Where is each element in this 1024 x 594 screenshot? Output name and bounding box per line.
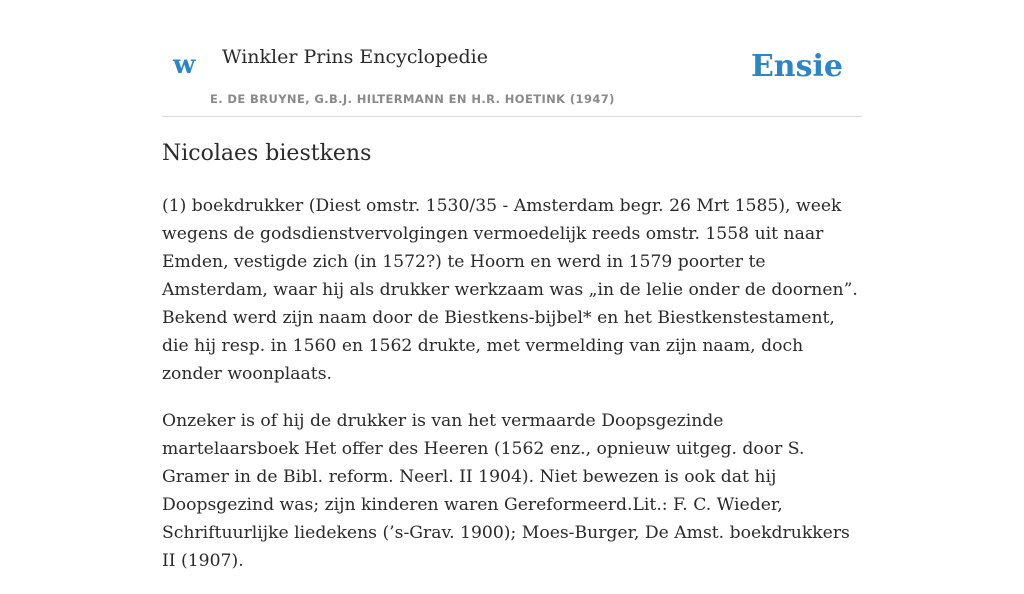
site-authors: E. DE BRUYNE, G.B.J. HILTERMANN EN H.R. HOETINK (1947) [210, 92, 615, 106]
article-body [162, 192, 864, 594]
site-header [162, 40, 862, 117]
site-title[interactable]: Winkler Prins Encyclopedie [222, 46, 488, 68]
article-paragraph-1: (1) boekdrukker (Diest omstr. 1530/35 - Amsterdam begr. 26 Mrt 1585), week wegens de godsdienstvervolgingen vermoedelijk reeds omstr. 1558 uit naar Emden, vestigde zich (in 1572?) te Hoorn en werd in 1579 poorter te Amsterdam, waar hij als drukker werkzaam was „in de lelie onder de doornen”. Bekend werd zijn naam door de Biestkens-bijbel* en het Biestkenstestament, die hij resp. in 1560 en 1562 drukte, met vermelding van zijn naam, doch zonder woonplaats. [162, 196, 858, 384]
winkler-prins-logo-icon[interactable]: w [173, 50, 196, 80]
ensie-brand-link[interactable]: Ensie [750, 49, 843, 84]
article-paragraph-2: Onzeker is of hij de drukker is van het vermaarde Doopsgezinde martelaarsboek Het offer des Heeren (1562 enz., opnieuw uitgeg. door S. Gramer in de Bibl. reform. Neerl. II 1904). Niet bewezen is ook dat hij Doopsgezind was; zijn kinderen waren Gereformeerd.Lit.: F. C. Wieder, Schriftuurlijke liedekens (’s-Grav. 1900); Moes-Burger, De Amst. boekdrukkers II (1907). [162, 411, 850, 571]
article-title: Nicolaes biestkens [162, 141, 372, 166]
